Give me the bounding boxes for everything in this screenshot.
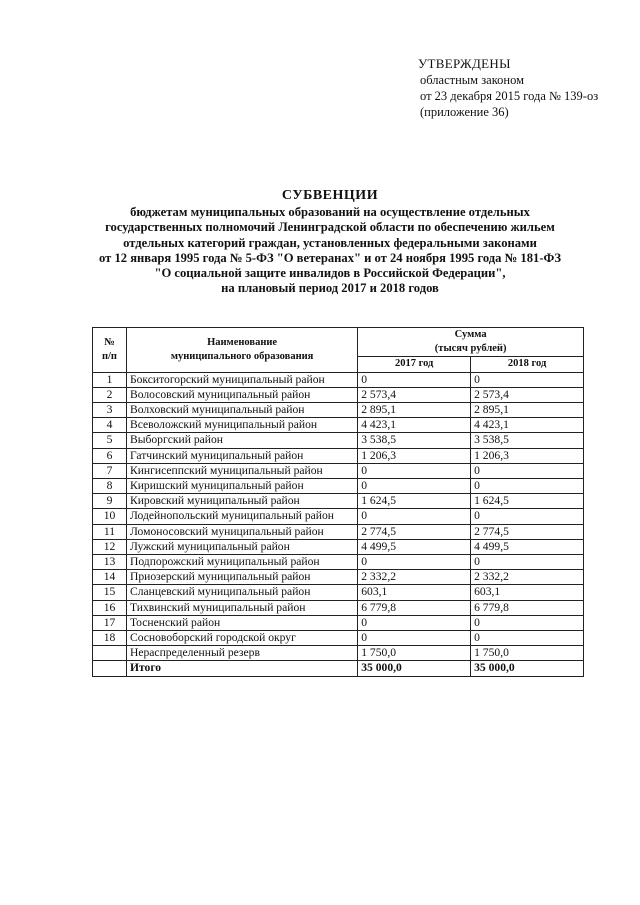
row-amount-2018: 0 xyxy=(471,631,584,646)
row-amount-2018: 2 895,1 xyxy=(471,403,584,418)
row-municipality-name: Сосновоборский городской округ xyxy=(126,631,357,646)
row-municipality-name: Ломоносовский муниципальный район xyxy=(126,524,357,539)
row-amount-2017: 0 xyxy=(358,555,471,570)
table-row xyxy=(93,387,584,402)
row-amount-2018: 2 774,5 xyxy=(471,524,584,539)
row-municipality-name: Бокситогорский муниципальный район xyxy=(126,372,357,387)
row-amount-2017: 2 895,1 xyxy=(358,403,471,418)
table-row xyxy=(93,631,584,646)
header-sum-line1: Сумма xyxy=(454,329,487,340)
approval-law-line: областным законом xyxy=(420,73,525,87)
row-number: 6 xyxy=(93,448,127,463)
row-amount-2018: 0 xyxy=(471,479,584,494)
table-row xyxy=(93,479,584,494)
table-row xyxy=(93,448,584,463)
row-amount-2018: 603,1 xyxy=(471,585,584,600)
row-municipality-name: Кингисеппский муниципальный район xyxy=(126,463,357,478)
row-amount-2017: 0 xyxy=(358,615,471,630)
table-row xyxy=(93,570,584,585)
table-row xyxy=(93,494,584,509)
row-amount-2017: 2 332,2 xyxy=(358,570,471,585)
row-number: 7 xyxy=(93,463,127,478)
row-number: 18 xyxy=(93,631,127,646)
document-title: СУБВЕНЦИИ xyxy=(281,188,379,203)
row-amount-2017: 3 538,5 xyxy=(358,433,471,448)
table-row xyxy=(93,646,584,661)
header-name-line2: муниципального образования xyxy=(170,350,314,362)
row-number: 15 xyxy=(93,585,127,600)
row-amount-2017: 2 573,4 xyxy=(358,387,471,402)
row-number: 3 xyxy=(93,403,127,418)
row-municipality-name: Лодейнопольский муниципальный район xyxy=(126,509,357,524)
approval-stamp xyxy=(418,56,628,120)
table-total-row xyxy=(93,661,584,676)
row-amount-2017: 0 xyxy=(358,479,471,494)
table-row xyxy=(93,524,584,539)
heading-line: на плановый период 2017 и 2018 годов xyxy=(221,281,439,296)
row-number: 9 xyxy=(93,494,127,509)
header-year-2017: 2017 год xyxy=(358,357,471,372)
row-municipality-name: Киришский муниципальный район xyxy=(126,479,357,494)
table-row xyxy=(93,509,584,524)
total-2017: 35 000,0 xyxy=(358,661,471,676)
row-number: 12 xyxy=(93,539,127,554)
row-amount-2017: 6 779,8 xyxy=(358,600,471,615)
row-number: 2 xyxy=(93,387,127,402)
heading-line: от 12 января 1995 года № 5-ФЗ "О ветеранах" и от 24 ноября 1995 года № 181-ФЗ xyxy=(99,250,561,265)
heading-line: государственных полномочий Ленинградской области по обеспечению жильем xyxy=(105,220,555,235)
row-municipality-name: Гатчинский муниципальный район xyxy=(126,448,357,463)
row-amount-2018: 2 332,2 xyxy=(471,570,584,585)
row-amount-2018: 2 573,4 xyxy=(471,387,584,402)
row-number: 10 xyxy=(93,509,127,524)
table-row xyxy=(93,372,584,387)
table-header-row xyxy=(93,328,584,357)
table-body xyxy=(93,372,584,661)
row-amount-2018: 0 xyxy=(471,615,584,630)
row-amount-2017: 4 423,1 xyxy=(358,418,471,433)
row-municipality-name: Тосненский район xyxy=(126,615,357,630)
row-amount-2017: 0 xyxy=(358,463,471,478)
row-number: 13 xyxy=(93,555,127,570)
row-amount-2018: 3 538,5 xyxy=(471,433,584,448)
header-number xyxy=(93,328,127,373)
row-number: 4 xyxy=(93,418,127,433)
approval-title: УТВЕРЖДЕНЫ xyxy=(418,56,511,71)
row-amount-2018: 6 779,8 xyxy=(471,600,584,615)
table-row xyxy=(93,403,584,418)
row-municipality-name: Приозерский муниципальный район xyxy=(126,570,357,585)
row-amount-2017: 603,1 xyxy=(358,585,471,600)
header-sum xyxy=(358,328,584,357)
row-amount-2017: 4 499,5 xyxy=(358,539,471,554)
row-amount-2018: 0 xyxy=(471,555,584,570)
row-number xyxy=(93,646,127,661)
row-amount-2018: 1 624,5 xyxy=(471,494,584,509)
total-number-cell xyxy=(93,661,127,676)
row-municipality-name: Подпорожский муниципальный район xyxy=(126,555,357,570)
total-label: Итого xyxy=(126,661,357,676)
heading-line: бюджетам муниципальных образований на осуществление отдельных xyxy=(130,205,530,220)
heading-line: "О социальной защите инвалидов в Российской Федерации", xyxy=(154,266,506,281)
row-municipality-name: Сланцевский муниципальный район xyxy=(126,585,357,600)
row-amount-2017: 1 624,5 xyxy=(358,494,471,509)
row-amount-2018: 0 xyxy=(471,509,584,524)
header-year-2018: 2018 год xyxy=(471,357,584,372)
header-number-sign: № xyxy=(104,336,115,348)
row-amount-2018: 0 xyxy=(471,372,584,387)
table-row xyxy=(93,433,584,448)
table-row xyxy=(93,463,584,478)
row-number: 11 xyxy=(93,524,127,539)
document-heading xyxy=(60,188,600,296)
table-row xyxy=(93,539,584,554)
heading-line: отдельных категорий граждан, установленных федеральными законами xyxy=(123,235,537,250)
total-2018: 35 000,0 xyxy=(471,661,584,676)
row-municipality-name: Волховский муниципальный район xyxy=(126,403,357,418)
table-row xyxy=(93,615,584,630)
row-amount-2018: 1 206,3 xyxy=(471,448,584,463)
row-amount-2018: 1 750,0 xyxy=(471,646,584,661)
row-amount-2017: 1 206,3 xyxy=(358,448,471,463)
row-number: 8 xyxy=(93,479,127,494)
row-amount-2017: 0 xyxy=(358,631,471,646)
approval-date-line: от 23 декабря 2015 года № 139-оз xyxy=(420,89,599,103)
row-municipality-name: Волосовский муниципальный район xyxy=(126,387,357,402)
header-name-line1: Наименование xyxy=(207,336,278,348)
table-row xyxy=(93,555,584,570)
header-sum-line2: (тысяч рублей) xyxy=(434,343,507,355)
row-number: 1 xyxy=(93,372,127,387)
row-municipality-name: Тихвинский муниципальный район xyxy=(126,600,357,615)
row-municipality-name: Кировский муниципальный район xyxy=(126,494,357,509)
row-municipality-name: Всеволожский муниципальный район xyxy=(126,418,357,433)
header-number-abbr: п/п xyxy=(101,350,117,362)
row-municipality-name: Нераспределенный резерв xyxy=(126,646,357,661)
row-number: 14 xyxy=(93,570,127,585)
row-municipality-name: Выборгский район xyxy=(126,433,357,448)
row-amount-2017: 1 750,0 xyxy=(358,646,471,661)
subsidy-table xyxy=(92,327,584,677)
row-amount-2018: 0 xyxy=(471,463,584,478)
row-amount-2017: 0 xyxy=(358,372,471,387)
table-row xyxy=(93,418,584,433)
header-name xyxy=(126,328,357,373)
row-amount-2017: 2 774,5 xyxy=(358,524,471,539)
row-amount-2018: 4 423,1 xyxy=(471,418,584,433)
row-number: 16 xyxy=(93,600,127,615)
row-amount-2017: 0 xyxy=(358,509,471,524)
row-number: 17 xyxy=(93,615,127,630)
table-row xyxy=(93,585,584,600)
table-row xyxy=(93,600,584,615)
row-number: 5 xyxy=(93,433,127,448)
row-municipality-name: Лужский муниципальный район xyxy=(126,539,357,554)
approval-appendix-line: (приложение 36) xyxy=(420,105,509,119)
row-amount-2018: 4 499,5 xyxy=(471,539,584,554)
